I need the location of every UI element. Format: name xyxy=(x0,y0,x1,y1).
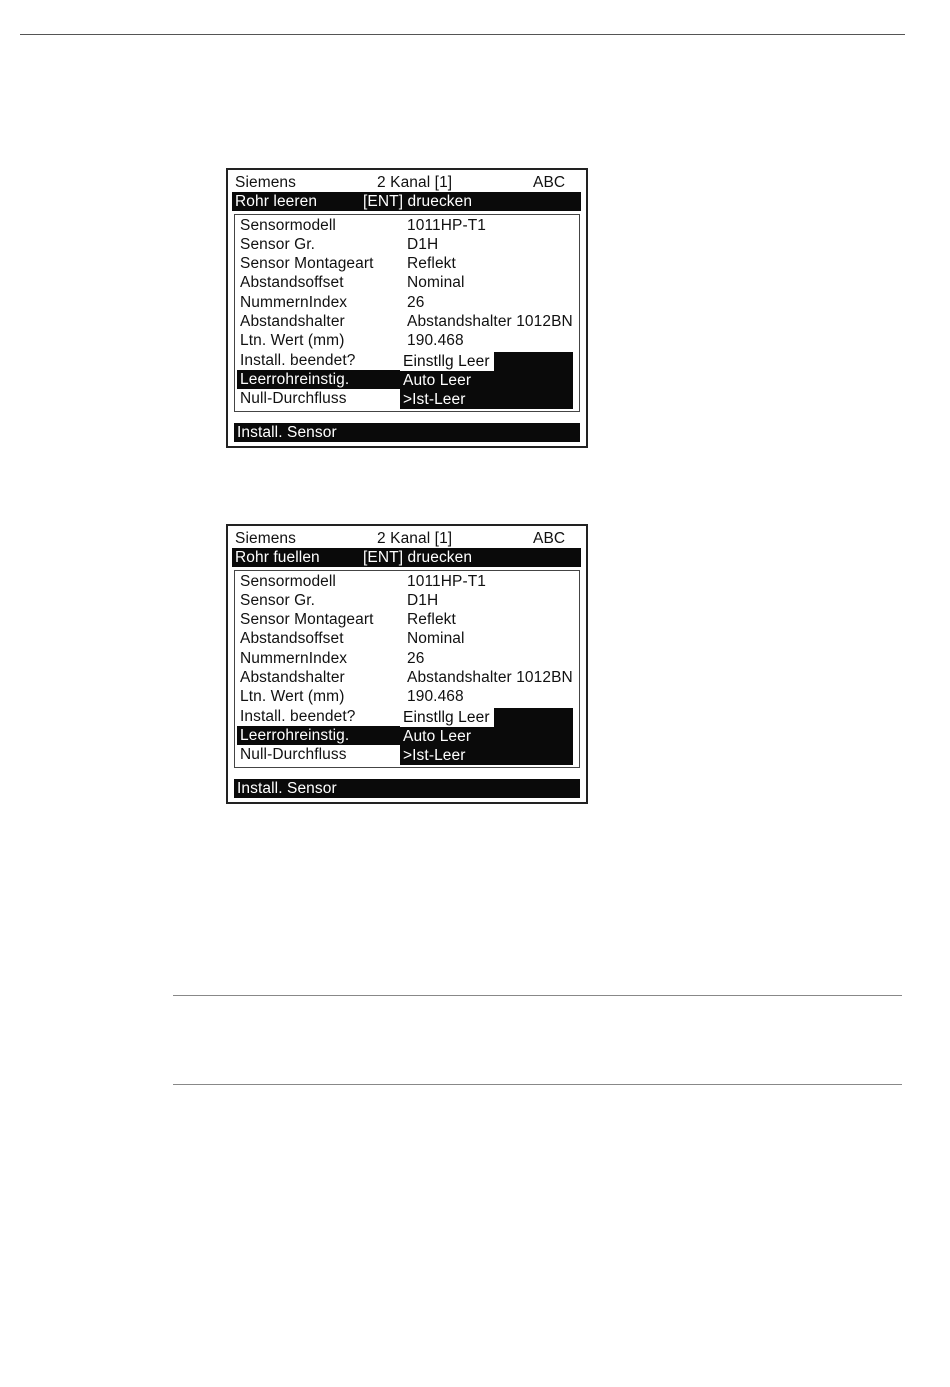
param-value: 26 xyxy=(407,294,425,311)
screen-header xyxy=(233,529,581,548)
param-value: 1011HP-T1 xyxy=(407,217,487,234)
list-item[interactable] xyxy=(235,254,579,273)
list-item[interactable] xyxy=(235,591,579,610)
param-label: Abstandshalter xyxy=(240,669,345,686)
list-item[interactable] xyxy=(235,235,579,254)
channel-label: 2 Kanal [1] xyxy=(377,174,453,191)
list-item[interactable] xyxy=(235,293,579,312)
list-item[interactable] xyxy=(235,572,579,591)
param-label: Sensor Gr. xyxy=(240,592,316,609)
param-value: Reflekt xyxy=(407,255,456,272)
param-label: Abstandsoffset xyxy=(240,274,344,291)
param-label: Ltn. Wert (mm) xyxy=(240,688,345,705)
list-item[interactable] xyxy=(235,331,579,350)
param-label: Install. beendet? xyxy=(240,352,356,369)
status-text: Install. Sensor xyxy=(237,424,337,441)
param-value: 26 xyxy=(407,650,425,667)
param-label: Null-Durchfluss xyxy=(240,746,347,763)
titlebar-hint: [ENT] druecken xyxy=(363,193,473,210)
dropdown-option[interactable]: Einstllg Leer xyxy=(400,352,494,371)
dropdown-option[interactable]: >Ist-Leer xyxy=(403,747,466,764)
param-label: Sensormodell xyxy=(240,573,336,590)
param-value: Nominal xyxy=(407,630,465,647)
param-value: Reflekt xyxy=(407,611,456,628)
param-label: Null-Durchfluss xyxy=(240,390,347,407)
page-top-rule xyxy=(20,34,905,35)
param-value: 190.468 xyxy=(407,688,464,705)
param-value: Abstandshalter 1012BN xyxy=(407,313,573,330)
note-top-rule xyxy=(173,995,902,996)
param-label: Ltn. Wert (mm) xyxy=(240,332,345,349)
param-label: Install. beendet? xyxy=(240,708,356,725)
note-bottom-rule xyxy=(173,1084,902,1085)
titlebar-action: Rohr fuellen xyxy=(235,549,320,566)
titlebar-hint: [ENT] druecken xyxy=(363,549,473,566)
device-screen-rohr-fuellen xyxy=(226,524,588,804)
dropdown-option[interactable]: Auto Leer xyxy=(403,372,472,389)
list-item[interactable] xyxy=(235,610,579,629)
list-item[interactable] xyxy=(235,216,579,235)
titlebar-action: Rohr leeren xyxy=(235,193,318,210)
input-mode-label: ABC xyxy=(533,174,566,191)
input-mode-label: ABC xyxy=(533,530,566,547)
dropdown-option[interactable]: Einstllg Leer xyxy=(400,708,494,727)
status-bar xyxy=(234,779,580,798)
dropdown-option[interactable]: >Ist-Leer xyxy=(403,391,466,408)
list-item[interactable] xyxy=(235,687,579,706)
param-label: Abstandsoffset xyxy=(240,630,344,647)
param-value: D1H xyxy=(407,236,439,253)
list-item[interactable] xyxy=(235,312,579,331)
option-dropdown[interactable] xyxy=(400,352,573,409)
list-item[interactable] xyxy=(235,649,579,668)
parameter-list xyxy=(234,570,580,768)
brand-label: Siemens xyxy=(235,530,297,547)
param-value: 1011HP-T1 xyxy=(407,573,487,590)
list-item[interactable] xyxy=(235,629,579,648)
screen-titlebar[interactable] xyxy=(232,192,581,211)
param-label: Leerrohreinstig. xyxy=(237,726,400,745)
screen-titlebar[interactable] xyxy=(232,548,581,567)
list-item[interactable] xyxy=(235,668,579,687)
dropdown-option[interactable]: Auto Leer xyxy=(403,728,472,745)
status-bar xyxy=(234,423,580,442)
param-label: NummernIndex xyxy=(240,650,348,667)
param-value: 190.468 xyxy=(407,332,464,349)
option-dropdown[interactable] xyxy=(400,708,573,765)
param-value: Nominal xyxy=(407,274,465,291)
parameter-list xyxy=(234,214,580,412)
param-label: NummernIndex xyxy=(240,294,348,311)
param-value: Abstandshalter 1012BN xyxy=(407,669,573,686)
device-screen-rohr-leeren xyxy=(226,168,588,448)
param-label: Leerrohreinstig. xyxy=(237,370,400,389)
list-item[interactable] xyxy=(235,273,579,292)
channel-label: 2 Kanal [1] xyxy=(377,530,453,547)
screen-header xyxy=(233,173,581,192)
param-value: D1H xyxy=(407,592,439,609)
brand-label: Siemens xyxy=(235,174,297,191)
status-text: Install. Sensor xyxy=(237,780,337,797)
param-label: Abstandshalter xyxy=(240,313,345,330)
param-label: Sensor Montageart xyxy=(240,611,374,628)
param-label: Sensormodell xyxy=(240,217,336,234)
param-label: Sensor Montageart xyxy=(240,255,374,272)
param-label: Sensor Gr. xyxy=(240,236,316,253)
